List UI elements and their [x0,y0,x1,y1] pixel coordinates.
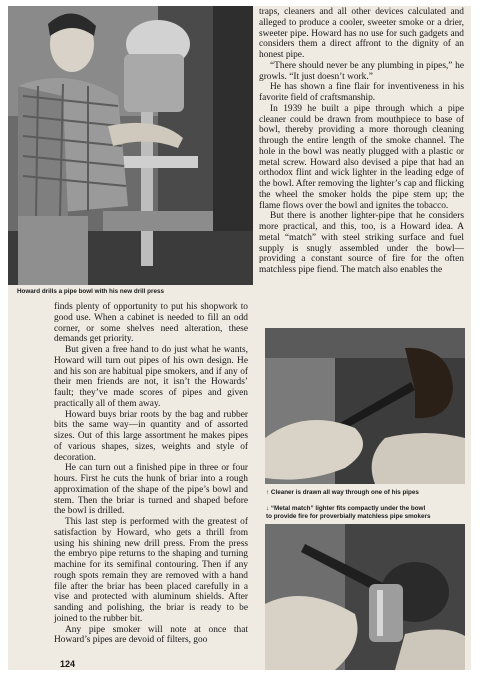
drill-photo-caption: Howard drills a pipe bowl with his new drill press [17,288,164,295]
cleaner-photo-caption: ↑ Cleaner is drawn all way through one of his pipes [266,489,419,496]
right-paragraph: In 1939 he built a pipe through which a pipe cleaner could be drawn from mouthpiece to base of bowl, thereby providing a more thorough cleaning through the entire length of the smoke channel. The hole in the bowl was neatly plugged with a plastic or metal screw. Howard also devised a pipe that had an orthodox flint and wick lighter in the leading edge of the bowl. After removing the lighter’s cap and flicking the wheel the smoker holds the pipe stem up; the flame flows over the bowl and ignites the tobacco. [259,103,464,211]
left-paragraph: finds plenty of opportunity to put his shopwork to good use. When a cabinet is needed to fill an odd corner, or some shelves need alteration, these demands get priority. [54,302,248,345]
lighter-photo-caption-line2: to provide fire for proverbially matchless pipe smokers [266,513,431,520]
left-paragraph: But given a free hand to do just what he wants, Howard will turn out pipes of his own design. He and his son are habitual pipe smokers, and if any of their men friends are not, it isn’t the Howards’ fault; they’ve made scores of pipes and given practically all of them away. [54,345,248,409]
metal-match-lighter-photo [265,524,465,670]
pipe-cleaner-photo [265,328,465,484]
left-paragraph: Any pipe smoker will note at once that Howard’s pipes are devoid of filters, goo [54,624,248,646]
lighter-photo-caption-line1: ↓ “Metal match” lighter fits compactly under the bowl [266,505,426,512]
page-number: 124 [60,659,76,669]
right-paragraph: But there is another lighter-pipe that he considers more practical, and this, too, is a Howard idea. A metal “match” with steel striking surface and fuel supply is snugly assembled under the bowl—providing a constant source of fire for the often matchless pipe fiend. The match also enables the [259,211,464,275]
right-paragraph: He has shown a fine flair for inventiveness in his favorite field of craftsmanship. [259,82,464,103]
drill-press-photo [8,6,253,285]
left-paragraph: He can turn out a finished pipe in three or four hours. First he cuts the hunk of briar into a rough approximation of the shape of the pipe’s bowl and stem. Then the briar is turned and shaped before the bowl is drilled. [54,463,248,517]
left-column-text [54,302,248,646]
right-column-text [259,7,464,276]
right-paragraph: traps, cleaners and all other devices calculated and alleged to produce a cooler, sweeter smoke or a drier, sweeter pipe. Howard has no use for such gadgets and considers them a direct affront to the dignity of an honest pipe. [259,7,464,60]
right-paragraph: “There should never be any plumbing in pipes,” he growls. “It just doesn’t work.” [259,60,464,82]
left-paragraph: Howard buys briar roots by the bag and rubber bits the same way—in quantity and of assorted sizes. Out of this large assortment he makes pipes of various shapes, sizes, weights and style of decoration. [54,409,248,463]
magazine-page [8,6,471,670]
left-paragraph: This last step is performed with the greatest of satisfaction by Howard, who gets a thrill from using his shining new drill press. From the press the embryo pipe returns to the shaping and turning machine for its semifinal contouring. Then if any rough spots remain they are removed with a hand file after the briar has been placed carefully in a vise and protected with aluminum shields. After sanding and polishing, the briar is ready to be joined to the rubber bit. [54,517,248,624]
